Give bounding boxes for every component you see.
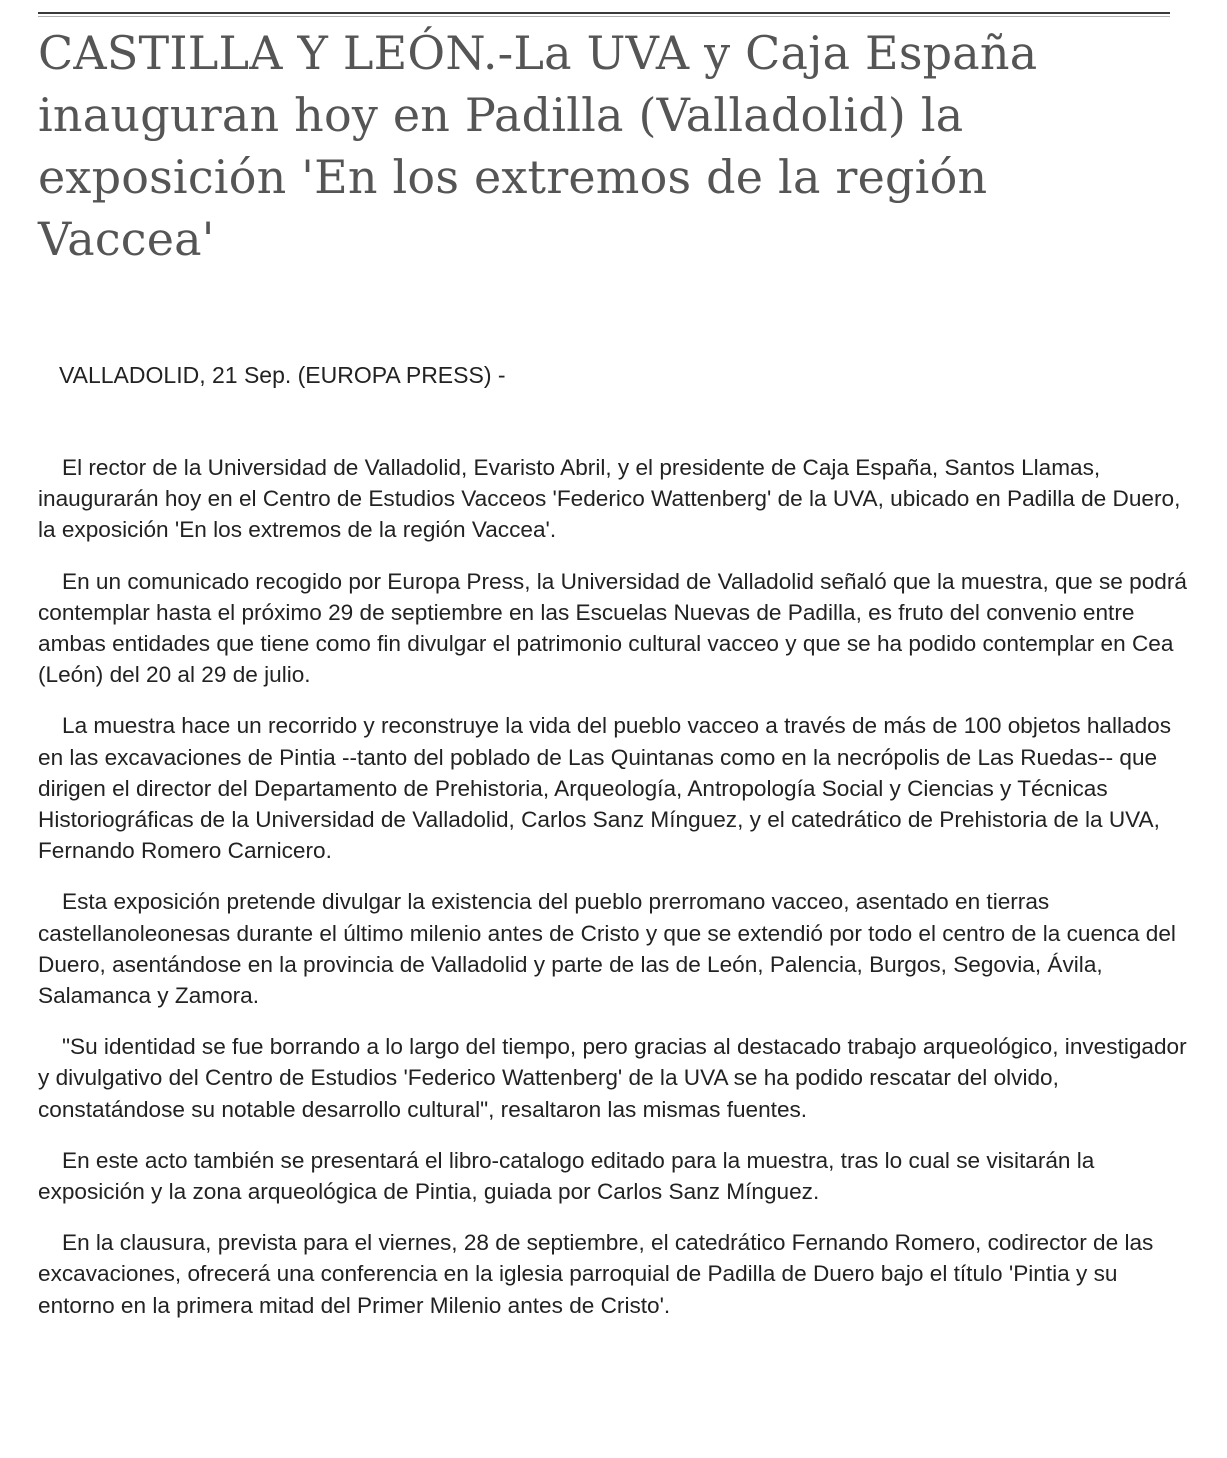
paragraph: En este acto también se presentará el libro-catalogo editado para la muestra, tras lo cual se visitarán la exposición y la zona arqueológica de Pintia, guiada por Carlos Sanz Mínguez.	[38, 1147, 1095, 1205]
top-divider	[38, 12, 1170, 14]
paragraph: "Su identidad se fue borrando a lo largo del tiempo, pero gracias al destacado trabajo arqueológico, investigador y divulgativo del Centro de Estudios 'Federico Wattenberg' de la UVA se ha podido rescatar del olvido, constatándose su notable desarrollo cultural", resaltaron las mismas fuentes.	[38, 1034, 1187, 1122]
paragraph: En la clausura, prevista para el viernes, 28 de septiembre, el catedrático Fernando Romero, codirector de las excavaciones, ofrecerá una conferencia en la iglesia parroquial de Padilla de Duero bajo el título 'Pintia y su entorno en la primera mitad del Primer Milenio antes de Cristo'.	[38, 1230, 1154, 1318]
headline: CASTILLA Y LEÓN.-La UVA y Caja España inauguran hoy en Padilla (Valladolid) la exposición 'En los extremos de la región Vaccea'	[38, 26, 1038, 266]
article-body	[38, 452, 1188, 1341]
paragraph: La muestra hace un recorrido y reconstruye la vida del pueblo vacceo a través de más de 100 objetos hallados en las excavaciones de Pintia --tanto del poblado de Las Quintanas como en la necrópolis de Las Ruedas-- que dirigen el director del Departamento de Prehistoria, Arqueología, Antropología Social y Ciencias y Técnicas Historiográficas de la Universidad de Valladolid, Carlos Sanz Mínguez, y el catedrático de Prehistoria de la UVA, Fernando Romero Carnicero.	[38, 713, 1172, 864]
dateline: VALLADOLID, 21 Sep. (EUROPA PRESS) -	[59, 362, 506, 388]
paragraph: Esta exposición pretende divulgar la existencia del pueblo prerromano vacceo, asentado en tierras castellanoleonesas durante el último milenio antes de Cristo y que se extendió por todo el centro de la cuenca del Duero, asentándose en la provincia de Valladolid y parte de las de León, Palencia, Burgos, Segovia, Ávila, Salamanca y Zamora.	[38, 889, 1176, 1009]
paragraph: En un comunicado recogido por Europa Press, la Universidad de Valladolid señaló que la muestra, que se podrá contemplar hasta el próximo 29 de septiembre en las Escuelas Nuevas de Padilla, es fruto del convenio entre ambas entidades que tiene como fin divulgar el patrimonio cultural vacceo y que se ha podido contemplar en Cea (León) del 20 al 29 de julio.	[38, 568, 1187, 688]
top-divider-shadow	[38, 16, 1170, 17]
paragraph: El rector de la Universidad de Valladolid, Evaristo Abril, y el presidente de Caja España, Santos Llamas, inaugurarán hoy en el Centro de Estudios Vacceos 'Federico Wattenberg' de la UVA, ubicado en Padilla de Duero, la exposición 'En los extremos de la región Vaccea'.	[38, 455, 1181, 543]
